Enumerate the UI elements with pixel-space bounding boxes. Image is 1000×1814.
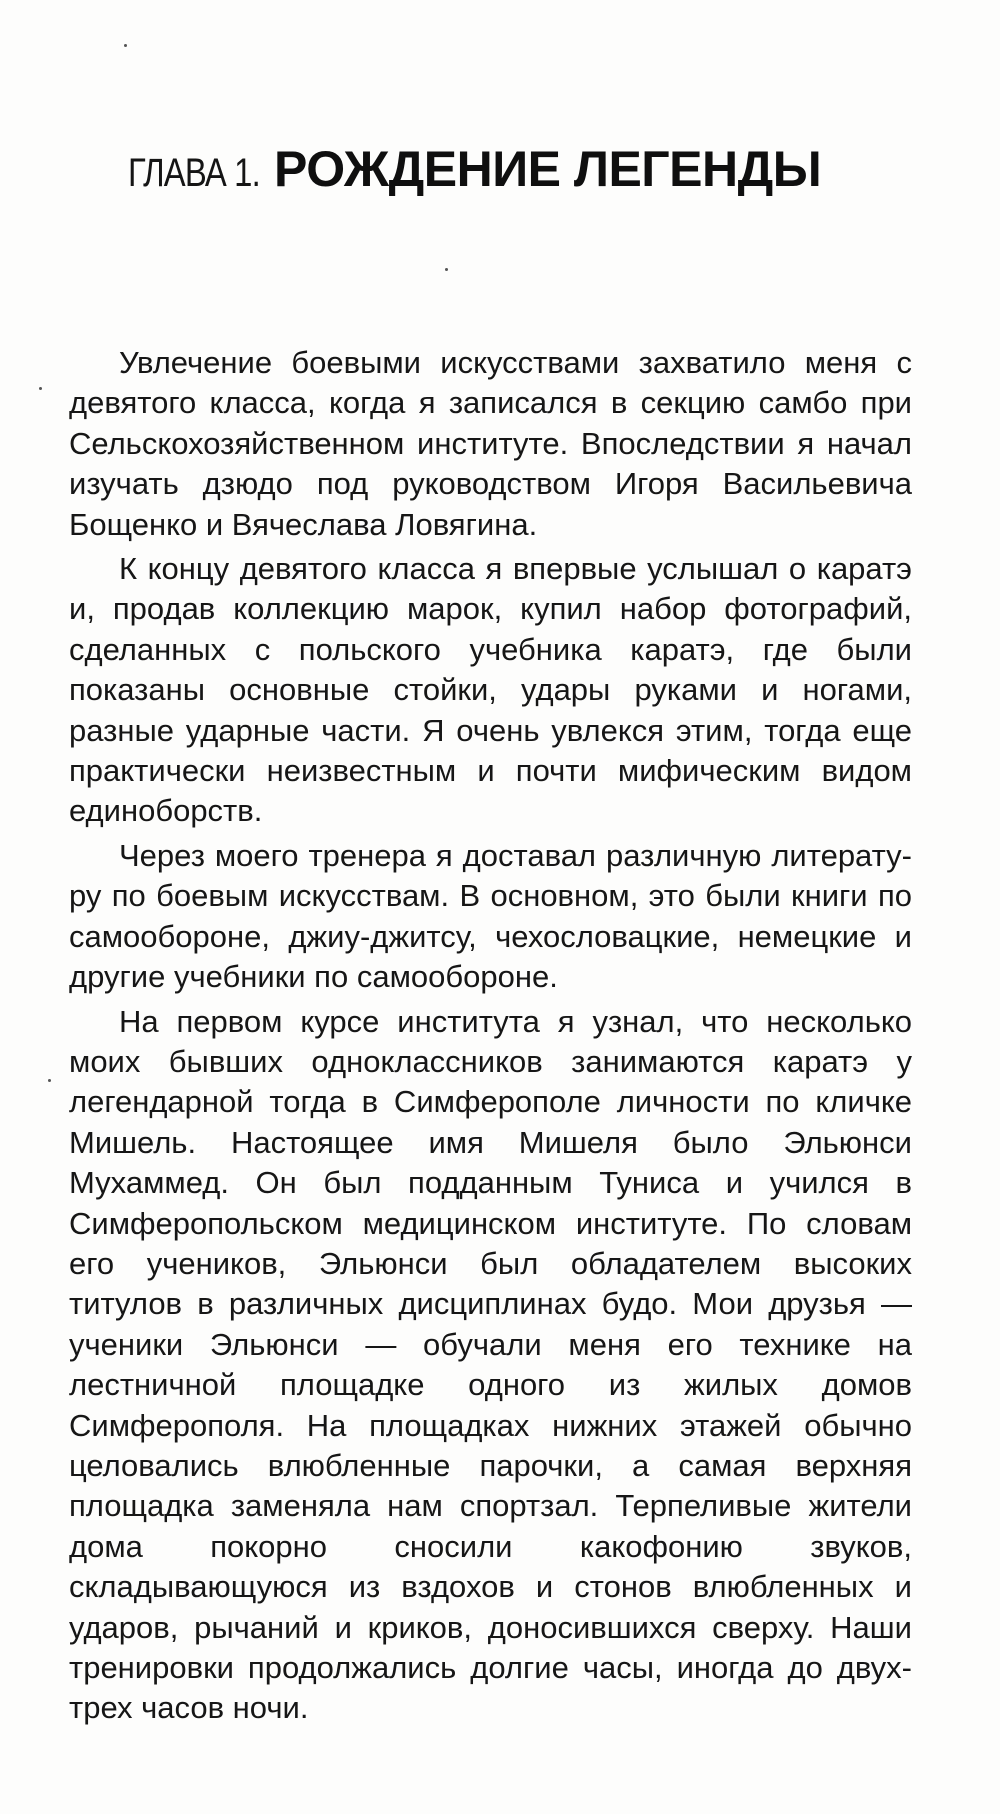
scan-speck (445, 268, 448, 271)
paragraph: Через моего тренера я доставал различную литературу по боевым искусствам. В основном, это были книги по самообороне, джиу-джитсу, чехословацкие, немецкие и другие учебники по самообороне. (69, 837, 912, 995)
chapter-label: ГЛАВА 1. (128, 151, 260, 195)
paragraph: Увлечение боевыми искусствами захватило меня с девятого класса, когда я записался в секцию самбо при Сельскохозяйственном институте. Впоследствии я начал изучать дзюдо под руководством Игоря Васильевича Бощенко и Вячеслава Ловягина. (69, 345, 912, 542)
chapter-title: РОЖДЕНИЕ ЛЕГЕНДЫ (274, 141, 822, 197)
scan-speck (39, 387, 42, 390)
paragraph: К концу девятого класса я впервые услышал о каратэ и, продав коллекцию марок, купил набор фотографий, сделанных с польского учебника каратэ, где были показаны основные стойки, удары руками и ногами, разные ударные части. Я очень увлекся этим, тогда еще практически неизвестным и почти мифическим видом единоборств. (69, 551, 912, 829)
scan-speck (48, 1079, 51, 1082)
scan-speck (124, 44, 127, 47)
paragraph: На первом курсе института я узнал, что несколько моих бывших одноклассников занимаются каратэ у легендарной тогда в Симферополе личности по кличке Мишель. Настоящее имя Мишеля было Эльюнси Мухаммед. Он был подданным Туниса и учился в Симферопольском медицинском институте. По словам его учеников, Эльюнси был обладателем высоких титулов в различных дисциплинах будо. Мои друзья — ученики Эльюнси — обучали меня его технике на лестничной площадке одного из жилых домов Симферополя. На площадках нижних этажей обычно целовались влюбленные парочки, а самая верхняя площадка заменяла нам спортзал. Терпеливые жители дома покорно сносили какофонию звуков, складывающуюся из вздохов и стонов влюбленных и ударов, рычаний и криков, доносившихся сверху. Наши тренировки продолжались долгие часы, иногда до двух-трех часов ночи. (69, 1003, 912, 1726)
chapter-heading (128, 140, 821, 198)
body-text (69, 343, 912, 1733)
